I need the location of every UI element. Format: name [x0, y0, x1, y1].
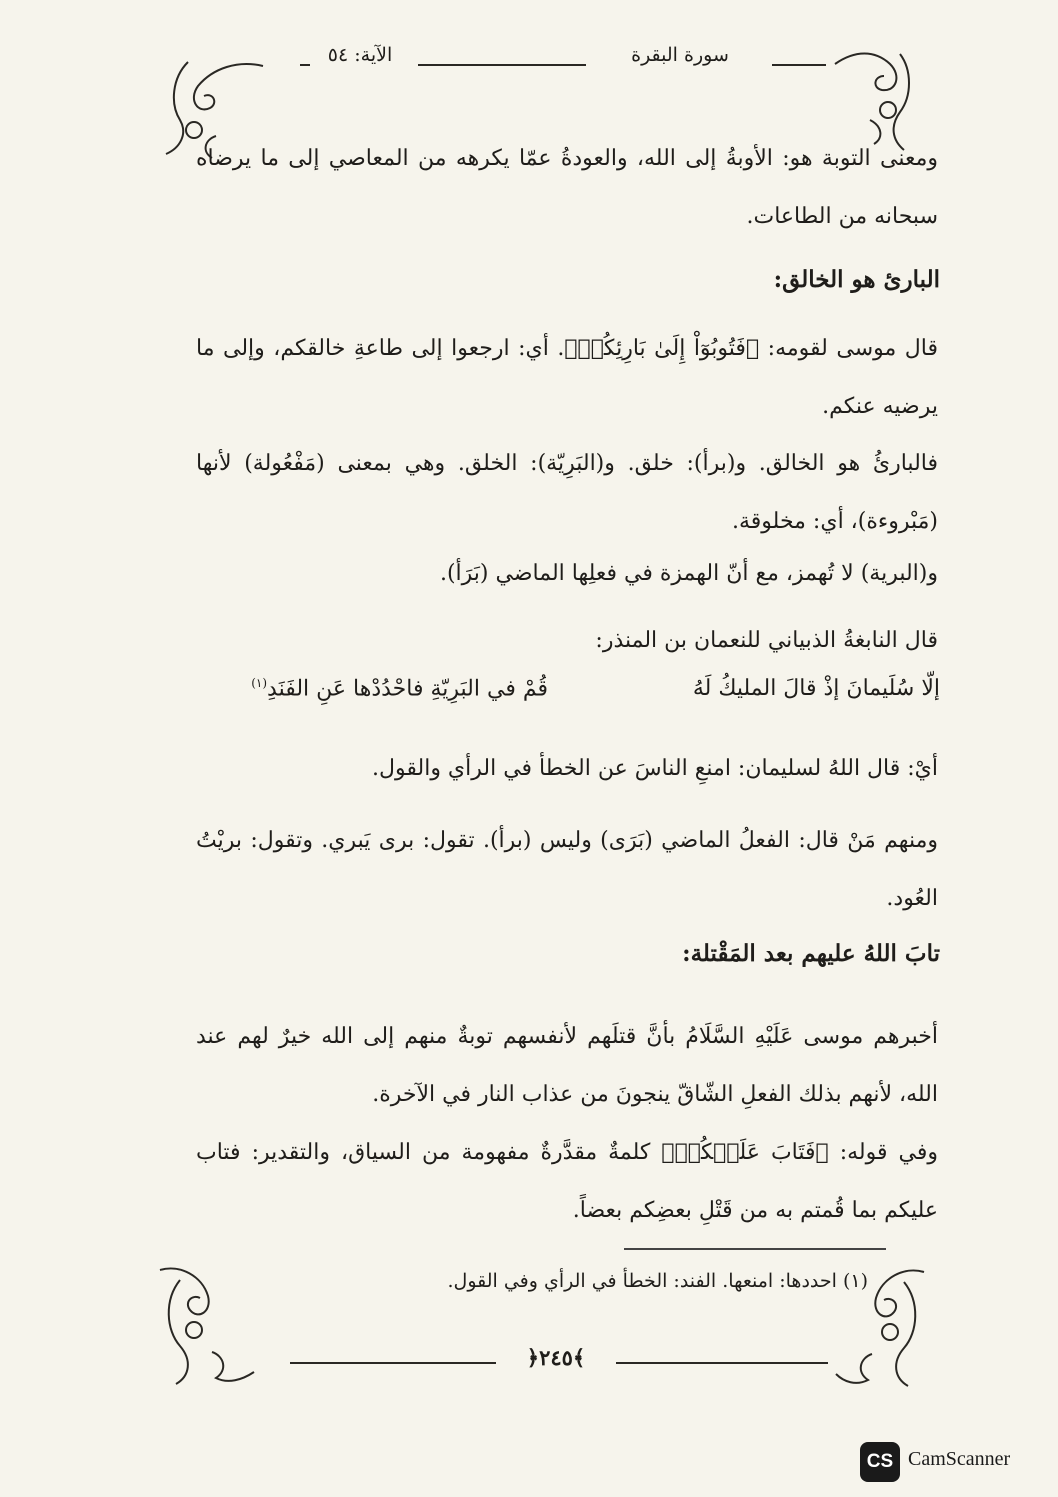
header-surah-name: سورة البقرة: [631, 44, 729, 66]
heading-creator: البارئ هو الخالق:: [773, 266, 940, 293]
paragraph-nabigha: قال النابغةُ الذبياني للنعمان بن المنذر:: [595, 628, 938, 653]
poetry-verse-first-hemistich: إلّا سُلَيمانَ إذْ قالَ المليكُ لَهُ: [692, 676, 940, 701]
paragraph-hamza: و(البرية) لا تُهمز، مع أنّ الهمزة في فعلِها الماضي (بَرَأ).: [439, 561, 938, 586]
heading-repentance-accepted: تابَ اللهُ عليهم بعد المَقْتلة:: [682, 940, 940, 967]
corner-ornament-bottom-left: [150, 1260, 260, 1390]
footnote-text: (١) احددها: امنعها. الفند: الخطأ في الرأي وفي القول.: [447, 1270, 868, 1292]
paragraph-repentance-meaning: ومعنى التوبة هو: الأوبةُ إلى الله، والعودةُ عمّا يكرهه من المعاصي إلى ما يرضاه سبحانه من الطاعات.: [196, 146, 938, 229]
poetry-verse-second-hemistich: قُمْ في البَرِيّةِ فاحْدُدْها عَنِ الفَنَدِ$^{(١)}$: [251, 676, 548, 702]
footnote-marker: (١): [251, 676, 268, 690]
corner-ornament-bottom-right: [834, 1262, 934, 1392]
paragraph-bara-verb: ومنهم مَنْ قال: الفعلُ الماضي (بَرَى) وليس (برأ). تقول: برى يَبري. وتقول: بريْتُ العُود.: [196, 828, 938, 911]
paragraph-estimated-word: وفي قوله: ﴿فَتَابَ عَلَيۡكُمۡ﴾ كلمةٌ مقدَّرةٌ مفهومة من السياق، والتقدير: فتاب عليكم بما قُمتم به من قَتْلِ بعضِكم بعضاً.: [196, 1140, 938, 1223]
page-number: ﴿٢٤٥﴾: [526, 1345, 586, 1370]
paragraph-solomon: أيْ: قال اللهُ لسليمان: امنعِ الناسَ عن الخطأ في الرأي والقول.: [372, 756, 938, 781]
footnote-divider: [624, 1248, 886, 1250]
header-verse-number: الآية: ٥٤: [327, 44, 393, 66]
camscanner-label: CamScanner: [908, 1448, 1011, 1470]
paragraph-bari-meaning: فالبارئُ هو الخالق. و(برأ): خلق. و(البَرِيّة): الخلق. وهي بمعنى (مَفْعُولة) لأنها (مَبْروءة)، أي: مخلوقة.: [196, 451, 938, 534]
paragraph-moses-informed: أخبرهم موسى عَلَيْهِ السَّلَامُ بأنَّ قتلَهم لأنفسهم توبةٌ منهم إلى الله خيرٌ لهم عند الله، لأنهم بذلك الفعلِ الشّاقّ ينجونَ من عذاب النار في الآخرة.: [196, 1024, 938, 1107]
camscanner-logo-icon: CS: [860, 1442, 900, 1482]
paragraph-moses-said: قال موسى لقومه: ﴿فَتُوبُوٓاْ إِلَىٰ بَارِئِكُمۡ﴾. أي: ارجعوا إلى طاعةِ خالقكم، وإلى ما يرضيه عنكم.: [196, 336, 938, 419]
